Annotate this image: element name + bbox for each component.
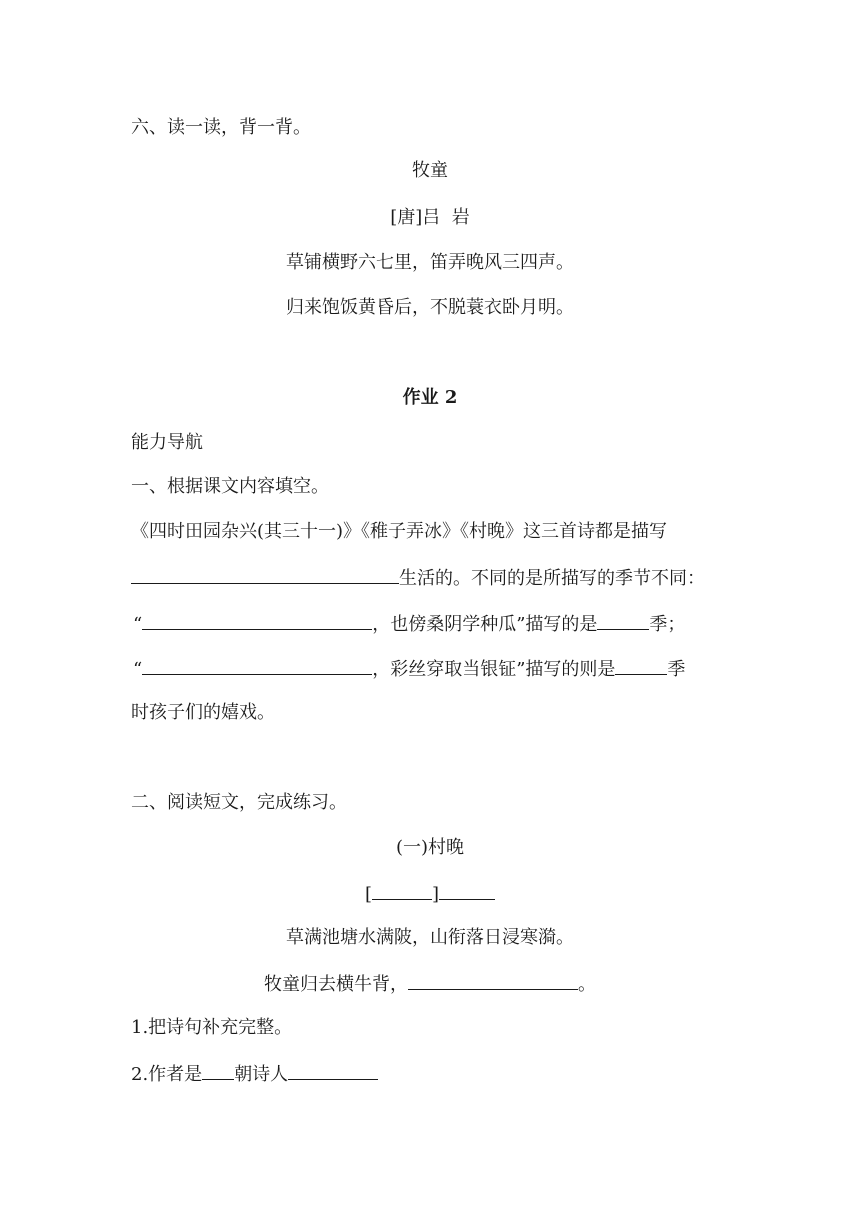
text-segment: ，彩丝穿取当银钲”描写的则是: [372, 659, 616, 680]
poem-author: [唐]吕 岩: [390, 207, 470, 228]
answer-blank[interactable]: [142, 656, 372, 675]
text-segment: 生活的。不同的是所描写的季节不同：: [399, 568, 705, 589]
question-text: 时孩子们的嬉戏。: [131, 702, 275, 723]
question-item: [131, 1061, 378, 1087]
question-item: 1.把诗句补充完整。: [131, 1017, 293, 1038]
answer-blank[interactable]: [202, 1061, 234, 1080]
text-segment: 季: [667, 659, 686, 680]
question-text: 《四时田园杂兴(其三十一)》《稚子弄冰》《村晚》这三首诗都是描写: [131, 521, 668, 542]
text-segment: ，也傍桑阴学种瓜”描写的是: [372, 614, 598, 635]
poem-line: 草满池塘水满陂，山衔落日浸寒漪。: [286, 927, 574, 948]
poem-line: [0, 971, 860, 997]
poem-line: 归来饱饭黄昏后，不脱蓑衣卧月明。: [286, 297, 574, 318]
homework-title: 作业 2: [402, 387, 458, 408]
question-heading: 二、阅读短文，完成练习。: [131, 792, 347, 813]
text-segment: 。: [578, 974, 596, 995]
section-heading: 六、读一读，背一背。: [131, 117, 311, 138]
text-segment: 2.作者是: [131, 1064, 203, 1085]
poem-title: 牧童: [412, 160, 448, 181]
text-segment: “: [133, 614, 143, 635]
answer-blank[interactable]: [142, 611, 372, 630]
text-segment: ]: [432, 884, 440, 905]
poem-author-blank: [0, 881, 860, 907]
answer-blank[interactable]: [288, 1061, 378, 1080]
question-text: [133, 611, 685, 637]
homework-subtitle: 能力导航: [131, 432, 203, 453]
text-segment: 朝诗人: [234, 1064, 289, 1085]
answer-blank[interactable]: [408, 971, 578, 990]
author-blank[interactable]: [439, 881, 495, 900]
answer-blank[interactable]: [131, 565, 399, 584]
text-segment: “: [133, 659, 143, 680]
poem-line: 草铺横野六七里，笛弄晚风三四声。: [286, 252, 574, 273]
text-segment: 牧童归去横牛背，: [264, 974, 408, 995]
text-segment: [: [364, 884, 372, 905]
poem-title: (一)村晚: [395, 837, 465, 858]
text-segment: 季；: [649, 614, 686, 635]
answer-blank[interactable]: [615, 656, 667, 675]
question-text: [131, 565, 705, 591]
answer-blank[interactable]: [597, 611, 649, 630]
dynasty-blank[interactable]: [372, 881, 432, 900]
question-text: [133, 656, 685, 682]
question-heading: 一、根据课文内容填空。: [131, 476, 329, 497]
